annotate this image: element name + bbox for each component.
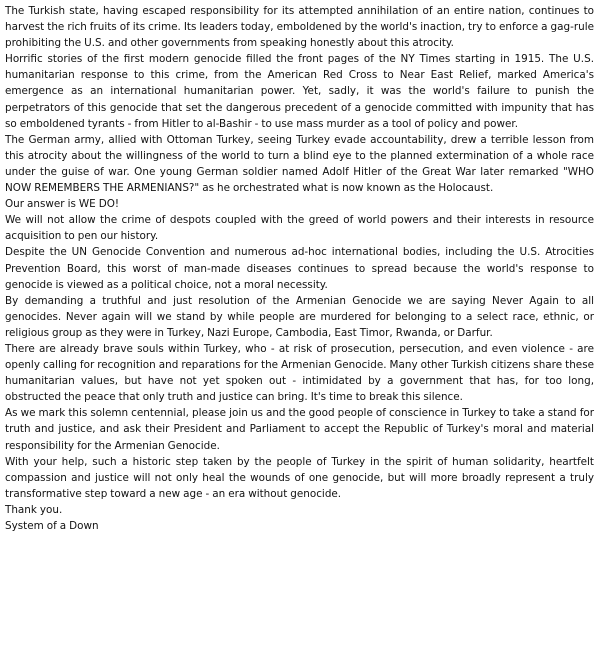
paragraph-turkish-state: The Turkish state, having escaped responsibility for its attempted annihilation of an entire nation, continues to harvest the rich fruits of its crime. Its leaders today, emboldened by the world's inaction, try to enforce a gag-rule prohibiting the U.S. and other governments from speaking honestly about this atrocity. (5, 5, 594, 50)
paragraph-never-again: By demanding a truthful and just resolution of the Armenian Genocide we are saying Never Again to all genocides. Never again will we stand by while people are murdered for belonging to a select race, ethnic, or religious group as they were in Turkey, Nazi Europe, Cambodia, East Timor, Rwanda, or Darfur. (5, 294, 594, 339)
closing-thank-you: Thank you. (5, 503, 63, 516)
paragraph-despite-un: Despite the UN Genocide Convention and numerous ad-hoc international bodies, including the U.S. Atrocities Prevention Board, this worst of man-made diseases continues to spread because the world's response to genocide is viewed as a political choice, not a moral necessity. (5, 246, 594, 291)
paragraph-german-army: The German army, allied with Ottoman Turkey, seeing Turkey evade accountability, drew a terrible lesson from this atrocity about the willingness of the world to turn a blind eye to the planned extermination of a whole race under the guise of war. One young German soldier named Adolf Hitler of the Great War later remarked "WHO NOW REMEMBERS THE ARMENIANS?" as he orchestrated what is now known as the Holocaust. (5, 133, 594, 195)
paragraph-with-your-help: With your help, such a historic step taken by the people of Turkey in the spirit of human solidarity, heartfelt compassion and justice will not only heal the wounds of one genocide, but will more broadly represent a truly transformative step toward a new age - an era without genocide. (5, 455, 594, 500)
paragraph-our-answer: Our answer is WE DO! (5, 198, 120, 211)
paragraph-brave-souls: There are already brave souls within Turkey, who - at risk of prosecution, persecution, and even violence - are openly calling for recognition and reparations for the Armenian Genocide. Many other Turkish citizens share these humanitarian values, but have not yet spoken out - intimidated by a government that has, for too long, obstructed the peace that only truth and justice can bring. It's time to break this silence. (5, 342, 594, 404)
signature-band-name: System of a Down (5, 520, 99, 532)
paragraph-horrific-stories: Horrific stories of the first modern genocide filled the front pages of the NY Times starting in 1915. The U.S. humanitarian response to this crime, from the American Red Cross to Near East Relief, marked America's emergence as an international humanitarian power. Yet, sadly, it was the world's failure to punish the perpetrators of this genocide that set the dangerous precedent of a genocide committed with impunity that has so emboldened tyrants - from Hitler to al-Bashir - to use mass murder as a tool of policy and power. (5, 53, 594, 130)
paragraph-centennial: As we mark this solemn centennial, please join us and the good people of conscience in Turkey to take a stand for truth and justice, and ask their President and Parliament to accept the Republic of Turkey's moral and material responsibility for the Armenian Genocide. (5, 407, 594, 452)
paragraph-we-will-not-allow: We will not allow the crime of despots coupled with the greed of world powers and their interests in resource acquisition to pen our history. (5, 214, 594, 243)
